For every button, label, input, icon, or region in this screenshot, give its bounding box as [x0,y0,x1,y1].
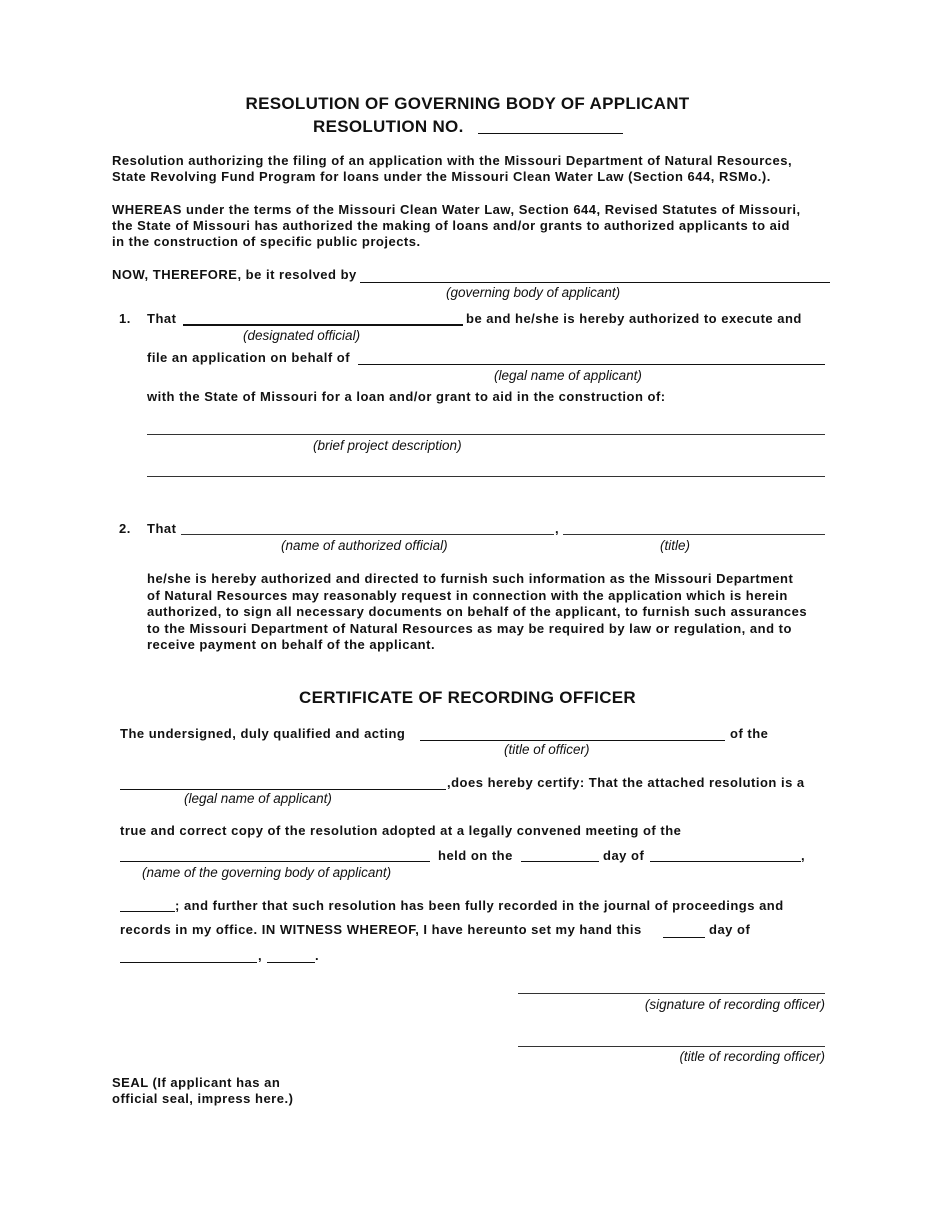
item-2-para-line-3: authorized, to sign all necessary documents on behalf of the applicant, to furnish such assurances [147,604,808,619]
resolution-number-field[interactable] [478,133,623,134]
held-day-field[interactable] [521,861,599,862]
item-2-para-line-5: receive payment on behalf of the applicant. [147,637,436,652]
true-copy-text: true and correct copy of the resolution adopted at a legally convened meeting of the [120,823,682,838]
item-2-comma: , [555,521,560,536]
held-month-field[interactable] [650,861,801,862]
governing-body-name-field[interactable] [120,861,430,862]
governing-body-name-caption: (name of the governing body of applicant) [142,865,392,880]
day-of-text: day of [603,848,645,863]
authorized-official-field[interactable] [181,534,554,535]
witness-day-of-text: day of [709,922,751,937]
authorized-official-caption: (name of authorized official) [281,538,448,553]
officer-title-field[interactable] [420,740,725,741]
witness-year-field[interactable] [267,962,315,963]
whereas-line-3: in the construction of specific public projects. [112,234,421,249]
official-title-caption: (title) [660,538,690,553]
signature-caption: (signature of recording officer) [644,997,825,1012]
certify-text: ,does hereby certify: That the attached resolution is a [447,775,805,790]
purpose-line-1: Resolution authorizing the filing of an application with the Missouri Department of Natural Resources, [112,153,793,168]
legal-name-applicant-field[interactable] [358,364,825,365]
whereas-line-2: the State of Missouri has authorized the making of loans and/or grants to authorized applicants to aid [112,218,790,233]
item-1-authorized-text: be and he/she is hereby authorized to execute and [466,311,802,326]
witness-month-field[interactable] [120,962,257,963]
item-2-para-line-4: to the Missouri Department of Natural Resources as may be required by law or regulation, and to [147,621,792,636]
item-2-number: 2. [119,521,131,536]
item-2-para-line-2: of Natural Resources may reasonably request in connection with the application which is herein [147,588,788,603]
recording-officer-title-field[interactable] [518,1046,825,1047]
file-application-label: file an application on behalf of [147,350,351,365]
with-state-text: with the State of Missouri for a loan and/or grant to aid in the construction of: [147,389,666,404]
of-the-text: of the [730,726,769,741]
witness-day-field[interactable] [663,937,705,938]
witness-period: . [315,948,320,963]
project-description-field-2[interactable] [147,476,825,477]
item-2-para-line-1: he/she is hereby authorized and directed to furnish such information as the Missouri Department [147,571,794,586]
item-1-number: 1. [119,311,131,326]
resolution-number-label: RESOLUTION NO. [313,117,464,136]
seal-line-2: official seal, impress here.) [112,1091,294,1106]
officer-title-caption: (title of officer) [504,742,590,757]
project-description-field-1[interactable] [147,434,825,435]
project-description-caption: (brief project description) [313,438,462,453]
governing-body-caption: (governing body of applicant) [446,285,621,300]
certify-applicant-caption: (legal name of applicant) [184,791,332,806]
resolved-by-label: NOW, THEREFORE, be it resolved by [112,267,357,282]
held-comma: , [801,848,806,863]
designated-official-caption: (designated official) [243,328,361,343]
official-title-field[interactable] [563,534,825,535]
held-on-text: held on the [438,848,513,863]
certificate-heading: CERTIFICATE OF RECORDING OFFICER [299,688,636,707]
witness-text: records in my office. IN WITNESS WHEREOF, I have hereunto set my hand this [120,922,642,937]
item-1-that: That [147,311,177,326]
witness-comma: , [258,948,263,963]
held-year-field[interactable] [120,911,175,912]
item-2-that: That [147,521,177,536]
further-text: ; and further that such resolution has been fully recorded in the journal of proceedings and [175,898,784,913]
seal-line-1: SEAL (If applicant has an [112,1075,281,1090]
governing-body-field[interactable] [360,282,830,283]
purpose-line-2: State Revolving Fund Program for loans under the Missouri Clean Water Law (Section 644, RSMo.). [112,169,771,184]
undersigned-text: The undersigned, duly qualified and acting [120,726,406,741]
recording-officer-title-caption: (title of recording officer) [679,1049,825,1064]
whereas-line-1: WHEREAS under the terms of the Missouri Clean Water Law, Section 644, Revised Statutes of Missouri, [112,202,801,217]
legal-name-applicant-caption: (legal name of applicant) [494,368,642,383]
document-title: RESOLUTION OF GOVERNING BODY OF APPLICANT [245,94,690,113]
certify-applicant-name-field[interactable] [120,789,446,790]
designated-official-field[interactable] [183,324,463,326]
recording-officer-signature-field[interactable] [518,993,825,994]
